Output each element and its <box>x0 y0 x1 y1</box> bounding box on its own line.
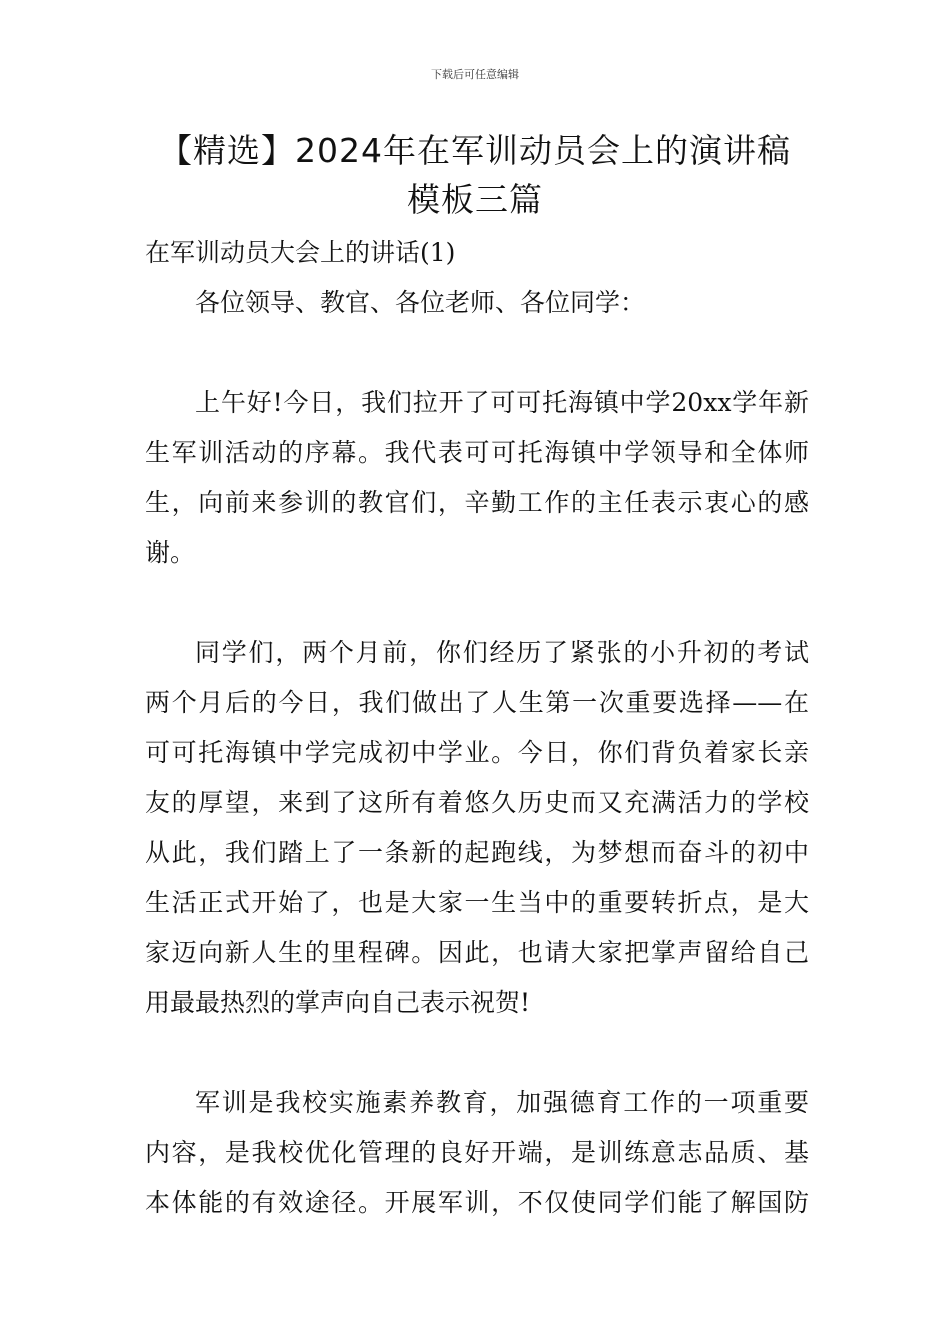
paragraph-line: 家迈向新人生的里程碑。因此，也请大家把掌声留给自己 <box>145 938 809 967</box>
document-title-line-1: 【精选】2024年在军训动员会上的演讲稿 <box>159 131 791 170</box>
section-subheading: 在军训动员大会上的讲话(1) <box>145 238 456 267</box>
salutation: 各位领导、教官、各位老师、各位同学： <box>195 288 646 317</box>
paragraph-line: 同学们，两个月前，你们经历了紧张的小升初的考试 <box>195 638 809 667</box>
document-title <box>95 126 855 224</box>
paragraph-line: 生军训活动的序幕。我代表可可托海镇中学领导和全体师 <box>145 438 809 467</box>
paragraph-line: 生活正式开始了，也是大家一生当中的重要转折点，是大 <box>145 888 809 917</box>
paragraph-line: 两个月后的今日，我们做出了人生第一次重要选择——在 <box>145 688 809 717</box>
paragraph-gap <box>145 328 809 378</box>
paragraph-military-training <box>145 1078 809 1228</box>
paragraph-line: 可可托海镇中学完成初中学业。今日，你们背负着家长亲 <box>145 738 809 767</box>
document-title-line-2: 模板三篇 <box>407 180 543 219</box>
paragraph-line: 军训是我校实施素养教育，加强德育工作的一项重要 <box>195 1088 809 1117</box>
paragraph-greeting <box>145 378 809 578</box>
paragraph-line: 用最最热烈的掌声向自己表示祝贺! <box>145 988 531 1017</box>
paragraph-line: 内容，是我校优化管理的良好开端，是训练意志品质、基 <box>145 1138 809 1167</box>
paragraph-gap <box>145 1028 809 1078</box>
paragraph-line: 上午好!今日，我们拉开了可可托海镇中学20xx学年新 <box>195 388 809 417</box>
paragraph-gap <box>145 578 809 628</box>
paragraph-line: 友的厚望，来到了这所有着悠久历史而又充满活力的学校 <box>145 788 809 817</box>
paragraph-line: 本体能的有效途径。开展军训，不仅使同学们能了解国防 <box>145 1188 809 1217</box>
paragraph-line: 生，向前来参训的教官们，辛勤工作的主任表示衷心的感 <box>145 488 809 517</box>
page-header-note: 下载后可任意编辑 <box>431 68 519 81</box>
document-body <box>145 228 809 1228</box>
paragraph-students <box>145 628 809 1028</box>
paragraph-line: 从此，我们踏上了一条新的起跑线，为梦想而奋斗的初中 <box>145 838 809 867</box>
paragraph-line: 谢。 <box>145 538 196 567</box>
